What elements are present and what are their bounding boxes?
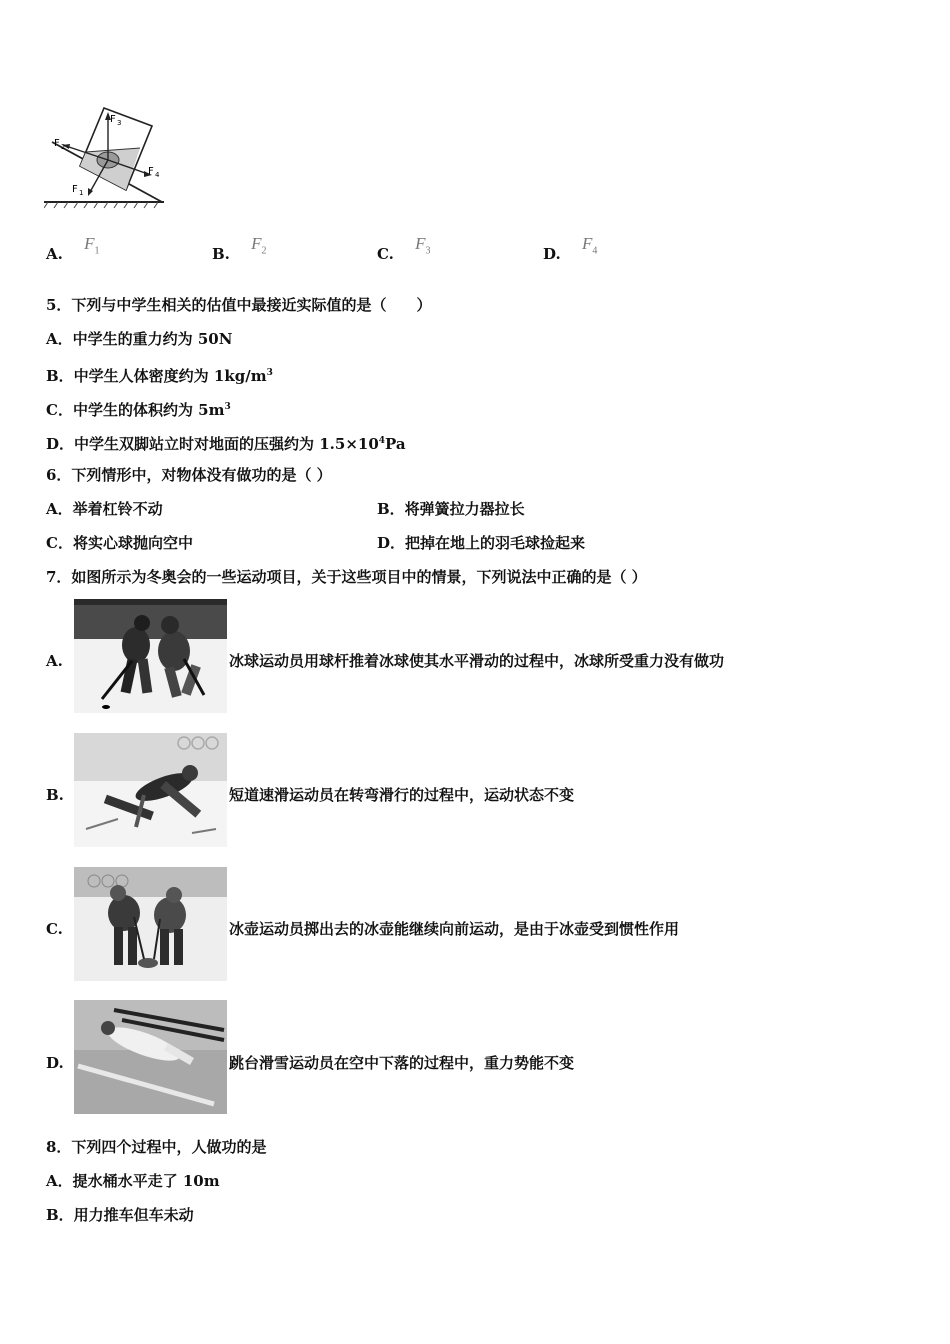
q6-option-c: C．将实心球抛向空中 bbox=[46, 534, 193, 552]
q7-option-a-letter: A. bbox=[46, 652, 63, 670]
label-f1: F bbox=[72, 184, 78, 195]
q6-option-b: B．将弹簧拉力器拉长 bbox=[377, 500, 525, 518]
f4-symbol: $F_4$ bbox=[581, 234, 598, 257]
q5-option-c: C．中学生的体积约为 $5m^3$ bbox=[46, 401, 231, 419]
q8-option-b: B．用力推车但车未动 bbox=[46, 1206, 194, 1224]
q4-option-b: B. $F_2$ bbox=[212, 234, 267, 263]
q8-option-a: A．提水桶水平走了 10m bbox=[46, 1172, 220, 1190]
q5-option-d: D．中学生双脚站立时对地面的压强约为 $1.5\times 10^4Pa$ bbox=[46, 435, 406, 453]
label-f3: F bbox=[110, 114, 116, 125]
ice-hockey-photo bbox=[74, 599, 227, 713]
force-diagram bbox=[44, 104, 168, 210]
svg-text:2: 2 bbox=[61, 143, 66, 151]
svg-text:1: 1 bbox=[79, 189, 84, 197]
q7-option-a-text: 冰球运动员用球杆推着冰球使其水平滑动的过程中，冰球所受重力没有做功 bbox=[229, 652, 725, 670]
q4-option-a: A. $F_1$ bbox=[46, 234, 100, 263]
ski-jumping-photo bbox=[74, 1000, 227, 1114]
q7-option-d-letter: D. bbox=[46, 1054, 64, 1072]
label-f4: F bbox=[148, 166, 154, 177]
f1-symbol: $F_1$ bbox=[84, 234, 100, 257]
q7-option-b-letter: B. bbox=[46, 786, 64, 804]
f2-symbol: $F_2$ bbox=[251, 234, 267, 257]
q6-option-a: A．举着杠铃不动 bbox=[46, 500, 163, 518]
svg-text:4: 4 bbox=[155, 171, 160, 179]
q7-option-c-letter: C. bbox=[46, 920, 63, 938]
q4-option-d: D. $F_4$ bbox=[543, 234, 598, 263]
force-diagram-svg bbox=[44, 104, 168, 210]
q7-option-b-text: 短道速滑运动员在转弯滑行的过程中，运动状态不变 bbox=[229, 786, 575, 804]
q8-stem: 8．下列四个过程中，人做功的是 bbox=[46, 1138, 267, 1156]
q6-stem: 6．下列情形中，对物体没有做功的是（ ） bbox=[46, 466, 332, 484]
q5-stem: 5．下列与中学生相关的估值中最接近实际值的是（ ） bbox=[46, 296, 432, 314]
q4-option-c: C. $F_3$ bbox=[377, 234, 431, 263]
svg-text:3: 3 bbox=[117, 119, 122, 127]
f3-symbol: $F_3$ bbox=[415, 234, 431, 257]
curling-photo bbox=[74, 867, 227, 981]
label-f2: F bbox=[54, 138, 60, 149]
q7-option-d-text: 跳台滑雪运动员在空中下落的过程中，重力势能不变 bbox=[229, 1054, 575, 1072]
q7-option-c-text: 冰壶运动员掷出去的冰壶能继续向前运动，是由于冰壶受到惯性作用 bbox=[229, 920, 680, 938]
q6-option-d: D．把掉在地上的羽毛球捡起来 bbox=[377, 534, 586, 552]
speed-skating-photo bbox=[74, 733, 227, 847]
q5-option-b: B．中学生人体密度约为 $1kg/m^3$ bbox=[46, 367, 273, 385]
q7-stem: 7．如图所示为冬奥会的一些运动项目，关于这些项目中的情景，下列说法中正确的是（ ） bbox=[46, 568, 647, 586]
q5-option-a: A．中学生的重力约为 50N bbox=[46, 330, 233, 348]
